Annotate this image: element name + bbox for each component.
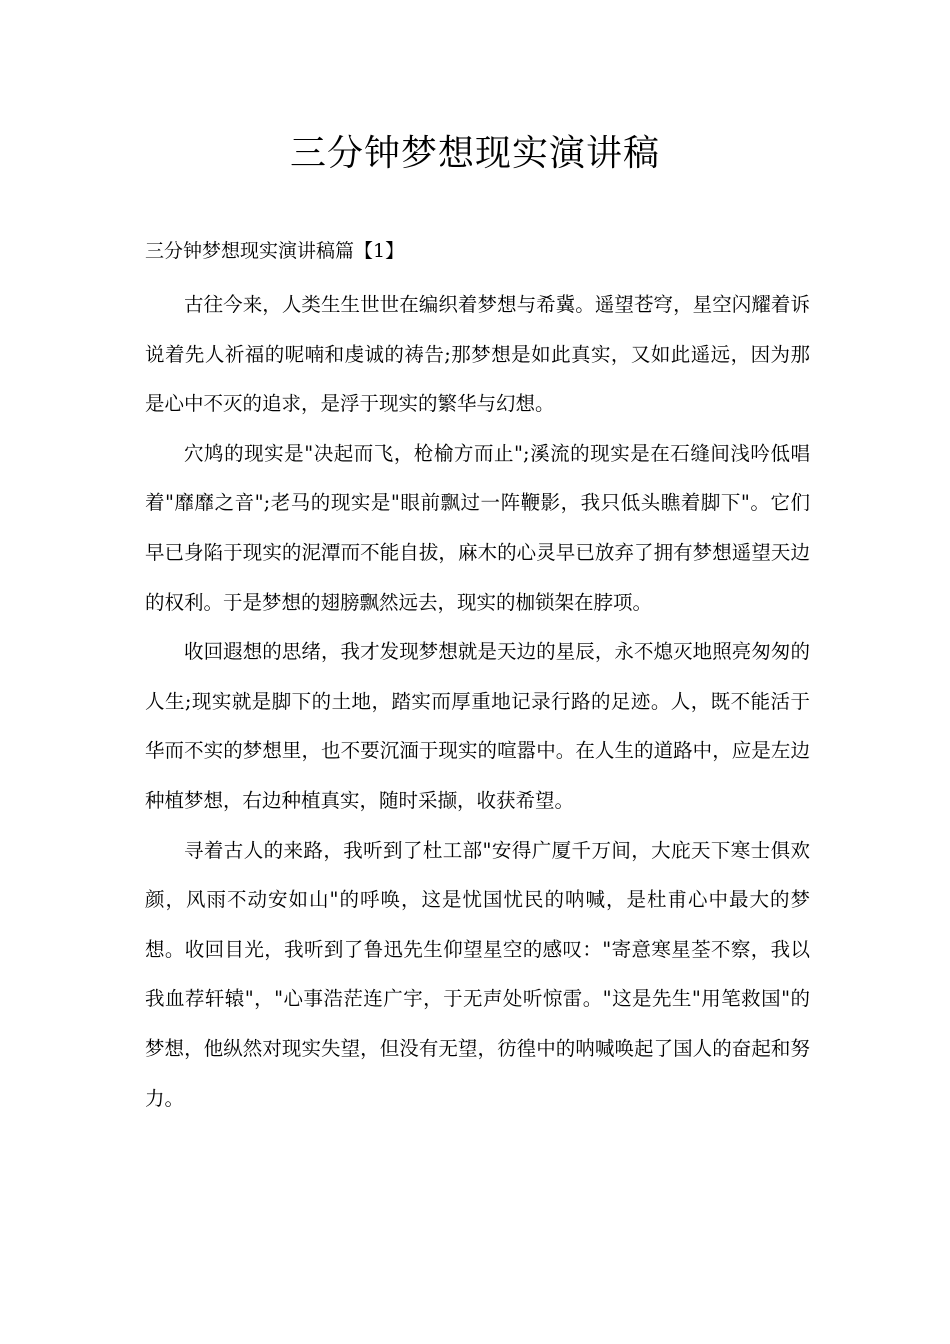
paragraph: 寻着古人的来路，我听到了杜工部"安得广厦千万间，大庇天下寒士俱欢颜，风雨不动安如山"的呼唤，这是忧国忧民的呐喊，是杜甫心中最大的梦想。收回目光，我听到了鲁迅先生仰望星空的感叹："寄意寒星荃不察，我以我血荐轩辕"，"心事浩茫连广宇，于无声处听惊雷。"这是先生"用笔救国"的梦想，他纵然对现实失望，但没有无望，彷徨中的呐喊唤起了国人的奋起和努力。 [145,838,810,1110]
section-heading: 三分钟梦想现实演讲稿篇【1】 [145,240,405,262]
paragraph: 收回遐想的思绪，我才发现梦想就是天边的星辰，永不熄灭地照亮匆匆的人生;现实就是脚下的土地，踏实而厚重地记录行路的足迹。人，既不能活于华而不实的梦想里，也不要沉湎于现实的喧嚣中。在人生的道路中，应是左边种植梦想，右边种植真实，随时采撷，收获希望。 [145,640,810,812]
paragraph: 穴鸠的现实是"决起而飞，枪榆方而止";溪流的现实是在石缝间浅吟低唱着"靡靡之音";老马的现实是"眼前飘过一阵鞭影，我只低头瞧着脚下"。它们早已身陷于现实的泥潭而不能自拔，麻木的心灵早已放弃了拥有梦想遥望天边的权利。于是梦想的翅膀飘然远去，现实的枷锁架在脖项。 [145,441,810,614]
document-title: 三分钟梦想现实演讲稿 [289,133,660,174]
document-body [145,232,810,1123]
paragraph: 古往今来，人类生生世世在编织着梦想与希冀。遥望苍穹，星空闪耀着诉说着先人祈福的呢喃和虔诚的祷告;那梦想是如此真实，又如此遥远，因为那是心中不灭的追求，是浮于现实的繁华与幻想。 [145,293,810,416]
